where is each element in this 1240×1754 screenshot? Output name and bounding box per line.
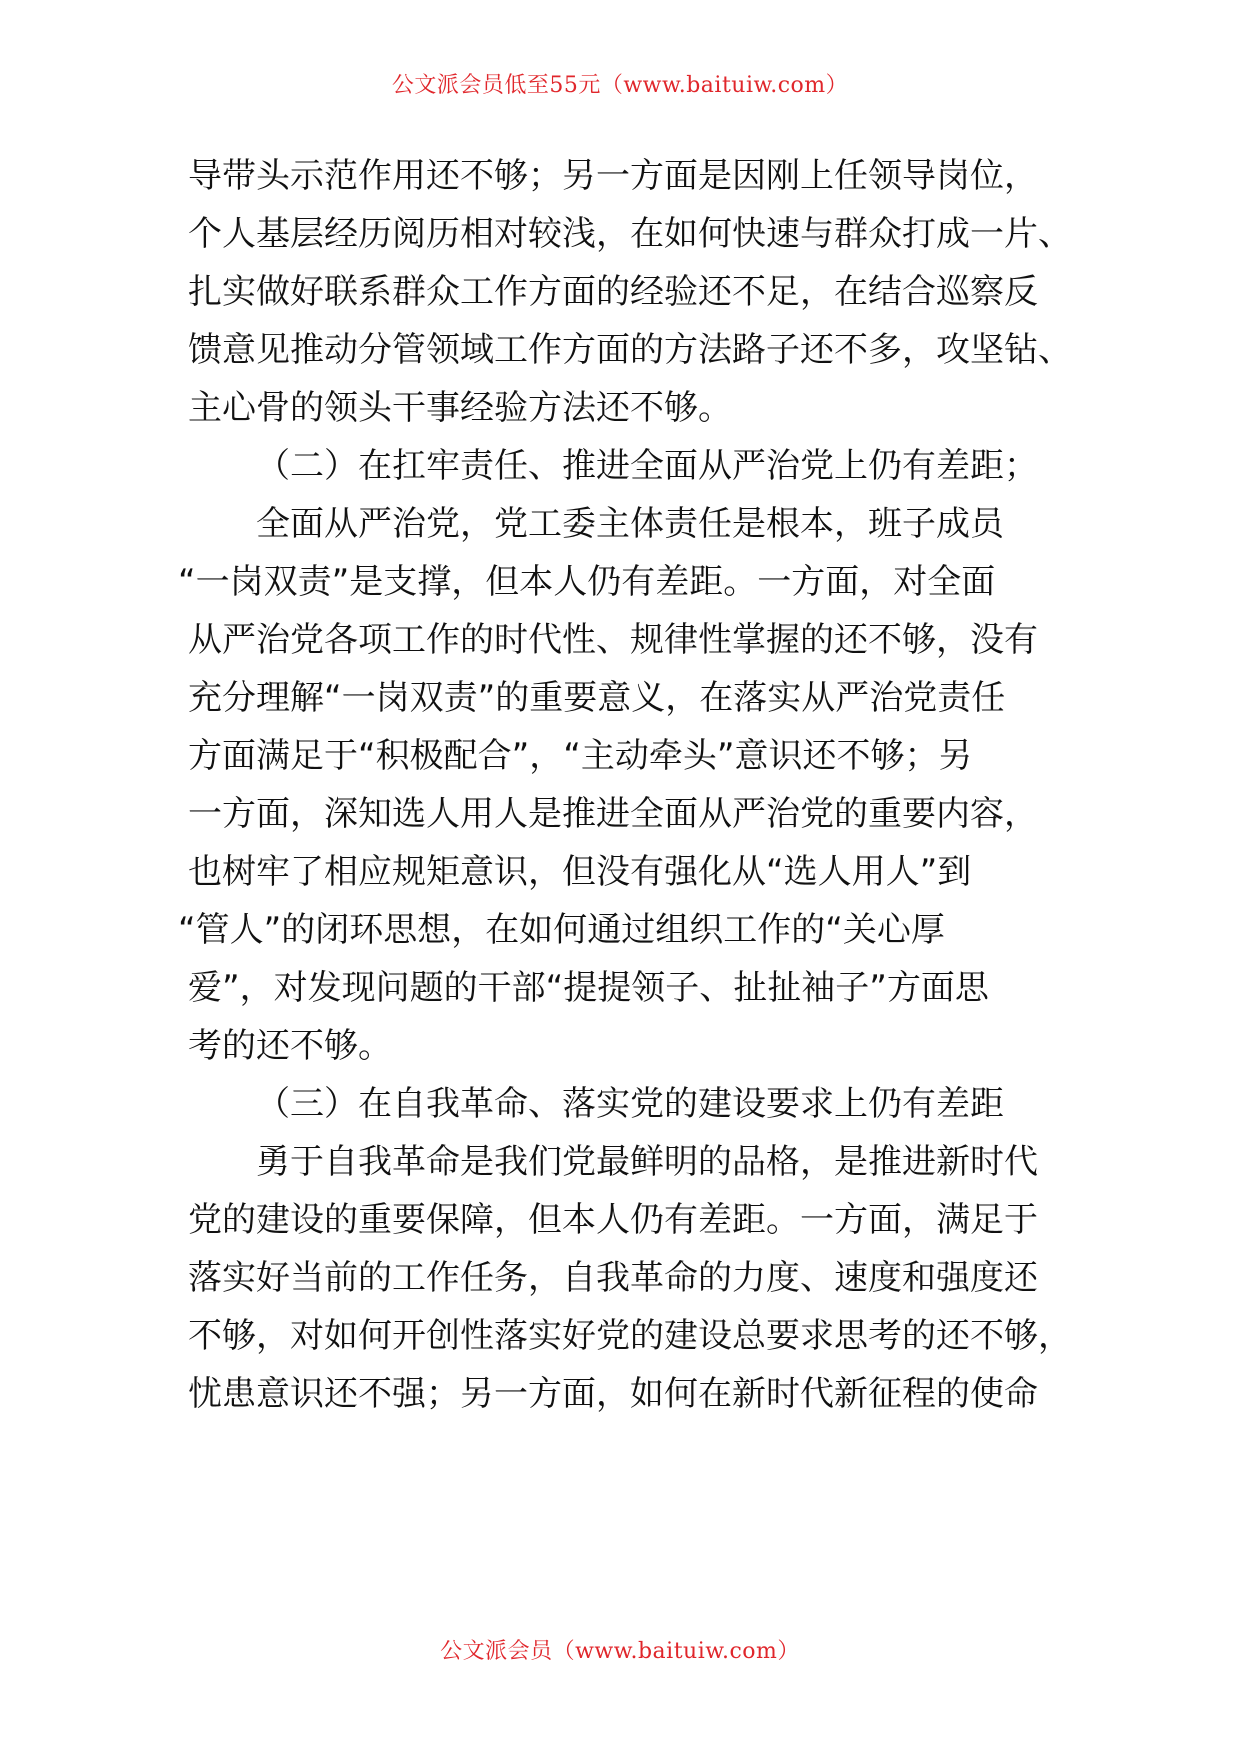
- text-line-12: 一方面，深知选人用人是推进全面从严治党的重要内容，: [188, 794, 1038, 834]
- text-line-2: 个人基层经历阅历相对较浅，在如何快速与群众打成一片、: [188, 214, 1072, 254]
- text-line-5: 主心骨的领头干事经验方法还不够。: [188, 388, 732, 428]
- header-watermark-banner: 公文派会员低至55元（www.baituiw.com）: [391, 73, 849, 98]
- text-line-22: 忧患意识还不强；另一方面，如何在新时代新征程的使命: [188, 1374, 1038, 1414]
- section-heading-3: （三）在自我革命、落实党的建设要求上仍有差距: [256, 1084, 1004, 1124]
- text-line-8: “一岗双责”是支撑，但本人仍有差距。一方面，对全面: [178, 562, 996, 602]
- text-line-4: 馈意见推动分管领域工作方面的方法路子还不多，攻坚钻、: [188, 330, 1072, 370]
- text-line-14: “管人”的闭环思想，在如何通过组织工作的“关心厚: [178, 910, 945, 950]
- text-line-10: 充分理解“一岗双责”的重要意义，在落实从严治党责任: [188, 678, 1006, 718]
- text-line-16: 考的还不够。: [188, 1026, 392, 1066]
- text-line-21: 不够，对如何开创性落实好党的建设总要求思考的还不够，: [188, 1316, 1072, 1356]
- section-heading-2: （二）在扛牢责任、推进全面从严治党上仍有差距；: [256, 446, 1038, 486]
- footer-watermark-banner: 公文派会员（www.baituiw.com）: [440, 1639, 800, 1664]
- text-line-15: 爱”，对发现问题的干部“提提领子、扯扯袖子”方面思: [188, 968, 989, 1008]
- text-line-18: 勇于自我革命是我们党最鲜明的品格，是推进新时代: [256, 1142, 1038, 1182]
- text-line-1: 导带头示范作用还不够；另一方面是因刚上任领导岗位，: [188, 156, 1038, 196]
- text-line-19: 党的建设的重要保障，但本人仍有差距。一方面，满足于: [188, 1200, 1038, 1240]
- text-line-11: 方面满足于“积极配合”，“主动牵头”意识还不够；另: [188, 736, 973, 776]
- text-line-7: 全面从严治党，党工委主体责任是根本，班子成员: [256, 504, 1004, 544]
- text-line-13: 也树牢了相应规矩意识，但没有强化从“选人用人”到: [188, 852, 972, 892]
- text-line-9: 从严治党各项工作的时代性、规律性掌握的还不够，没有: [188, 620, 1038, 660]
- text-line-20: 落实好当前的工作任务，自我革命的力度、速度和强度还: [188, 1258, 1038, 1298]
- text-line-3: 扎实做好联系群众工作方面的经验还不足，在结合巡察反: [188, 272, 1038, 312]
